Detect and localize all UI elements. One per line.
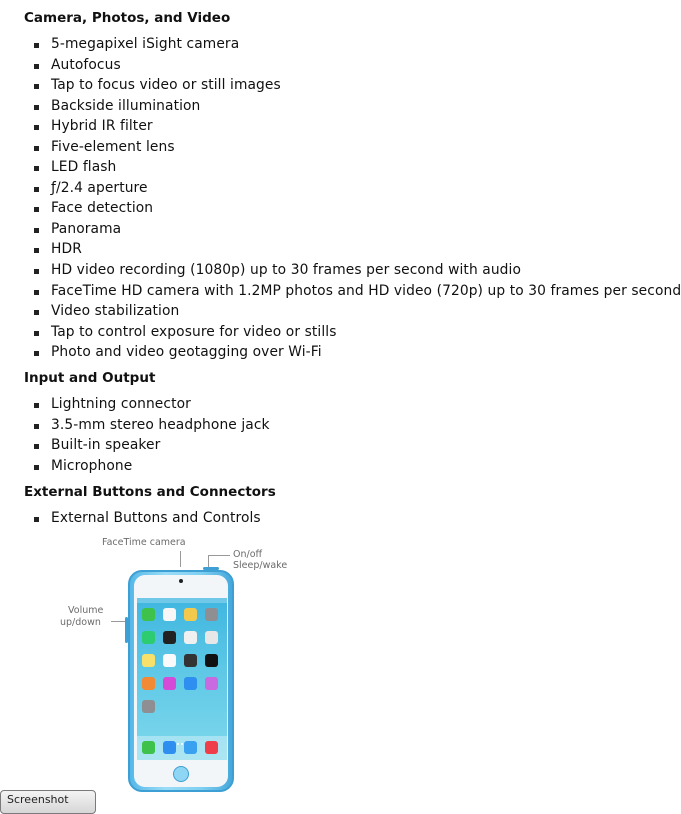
stocks-app-icon [205,654,218,667]
front-camera-icon [179,579,183,583]
list-item: FaceTime HD camera with 1.2MP photos and HD video (720p) up to 30 frames per second [0,281,475,302]
section-title-camera: Camera, Photos, and Video [24,10,231,26]
list-item: Backside illumination [0,96,475,117]
section-title-external-buttons: External Buttons and Connectors [24,484,276,500]
list-item: Photo and video geotagging over Wi-Fi [0,342,475,363]
list-item: 5-megapixel iSight camera [0,34,475,55]
camera-app-icon [205,608,218,621]
game-center-icon [205,677,218,690]
list-item: Autofocus [0,55,475,76]
callout-onoff-line1: On/off [233,549,263,560]
list-item: Panorama [0,219,475,240]
settings-app-icon [142,700,155,713]
status-bar [137,598,227,603]
game-center-app-icon [184,654,197,667]
list-item: Five-element lens [0,137,475,158]
list-item: Microphone [0,456,475,477]
newsstand-app-icon [142,677,155,690]
list-item: LED flash [0,157,475,178]
clock-app-icon [163,631,176,644]
list-item: HD video recording (1080p) up to 30 frames per second with audio [0,260,475,281]
dock-safari-icon [184,741,197,754]
dock-music-icon [205,741,218,754]
list-item: Video stabilization [0,301,475,322]
messages-app-icon [142,608,155,621]
dock-mail-icon [163,741,176,754]
leader-line-onoff-v [208,555,209,567]
callout-volume-line1: Volume [68,605,104,616]
camera-spec-list [0,34,681,363]
external-buttons-spec-list [0,508,475,529]
notes-app-icon [142,654,155,667]
dock-messages-icon [142,741,155,754]
callout-volume-line2: up/down [60,617,101,628]
facetime-app-icon [142,631,155,644]
app-store-icon [184,677,197,690]
list-item: External Buttons and Controls [0,508,475,529]
device-screen [137,598,227,760]
leader-line-facetime [180,551,181,567]
leader-line-volume [111,621,125,622]
screenshot-button[interactable]: Screenshot [0,790,96,814]
page-indicator [177,730,189,733]
weather-app-icon [205,631,218,644]
list-item: Hybrid IR filter [0,116,475,137]
list-item: Built-in speaker [0,435,475,456]
callout-facetime-camera: FaceTime camera [102,537,186,548]
home-button [173,766,189,782]
calendar-app-icon [163,608,176,621]
callout-onoff-line2: Sleep/wake [233,560,288,571]
list-item: Tap to focus video or still images [0,75,475,96]
list-item: HDR [0,239,475,260]
itunes-store-app-icon [163,677,176,690]
list-item: 3.5-mm stereo headphone jack [0,415,475,436]
list-item: Tap to control exposure for video or stills [0,322,475,343]
list-item: ƒ/2.4 aperture [0,178,475,199]
photos-app-icon [184,608,197,621]
leader-line-onoff-h [208,555,230,556]
input-output-spec-list [0,394,475,476]
list-item: Face detection [0,198,475,219]
dock [137,736,227,760]
reminders-app-icon [163,654,176,667]
section-title-input-output: Input and Output [24,370,156,386]
list-item: Lightning connector [0,394,475,415]
maps-app-icon [184,631,197,644]
